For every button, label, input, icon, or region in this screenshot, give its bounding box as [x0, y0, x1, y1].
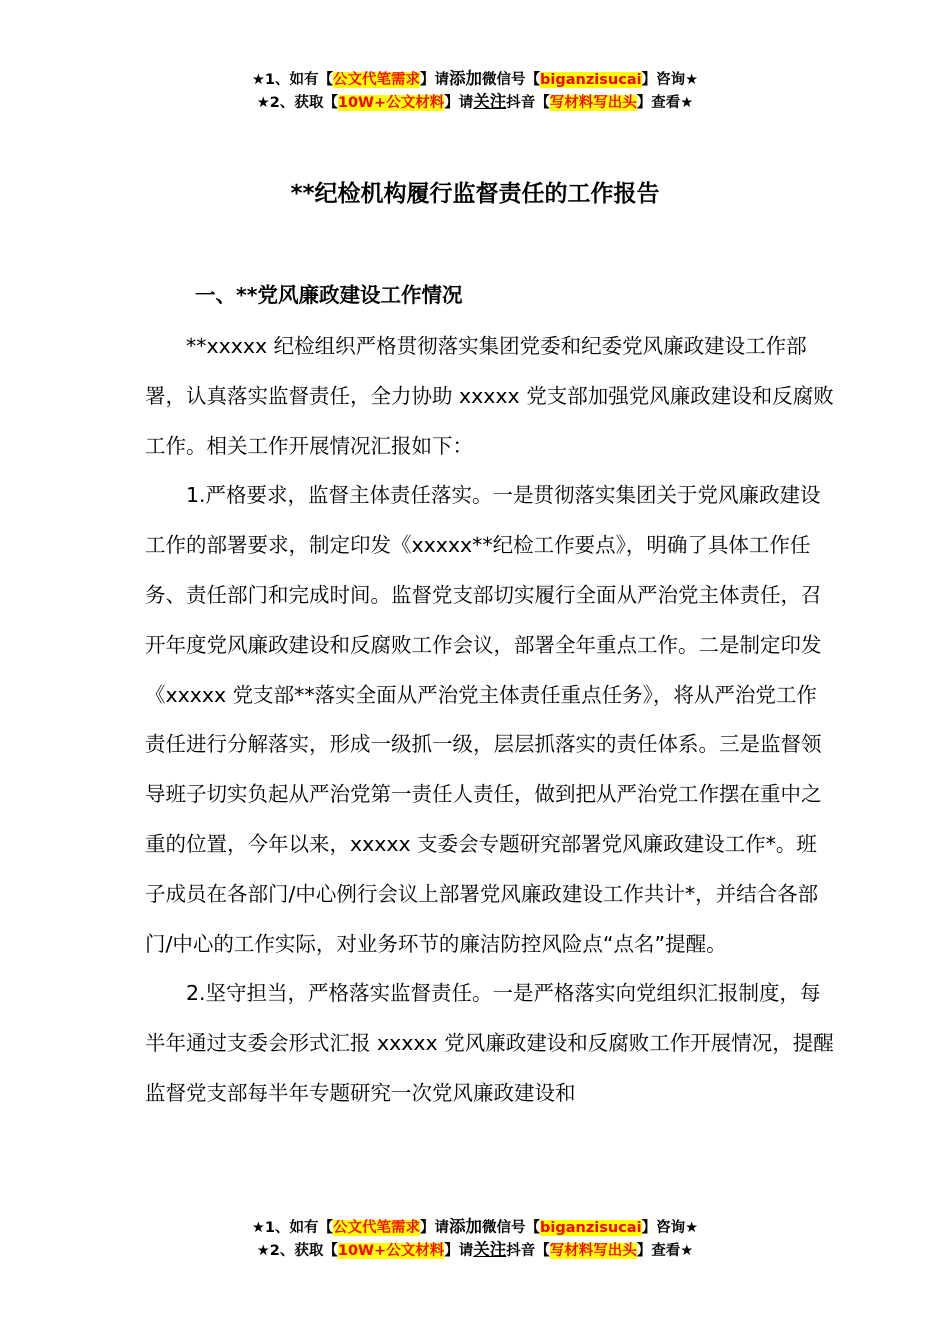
promo-banner-top — [0, 68, 950, 114]
promo-text: ★2、获取【 — [256, 95, 338, 111]
promo-highlight: 公文代笔需求 — [333, 72, 421, 88]
paragraph: 2.坚守担当，严格落实监督责任。一是严格落实向党组织汇报制度，每半年通过支委会形式汇报 xxxxx 党风廉政建设和反腐败工作开展情况，提醒监督党支部每半年专题研究一次党风廉政建设和 — [145, 981, 834, 1105]
promo-highlight: 写材料写出头 — [549, 95, 637, 111]
promo-text: ★1、如有【 — [251, 1220, 334, 1236]
promo-text: 】请 — [444, 1243, 474, 1259]
promo-line-1 — [0, 68, 950, 91]
promo-emphasis: 关注 — [473, 92, 507, 111]
promo-text: 微信号【 — [482, 1220, 541, 1236]
promo-emphasis: 添加 — [449, 1217, 483, 1236]
promo-highlight: 写材料写出头 — [549, 1243, 637, 1259]
promo-text: 】咨询★ — [641, 72, 699, 88]
promo-highlight: biganzisucai — [540, 72, 642, 88]
promo-text: 抖音【 — [506, 95, 550, 111]
promo-text: 】咨询★ — [641, 1220, 699, 1236]
promo-text: 】请 — [420, 72, 450, 88]
promo-highlight: biganzisucai — [540, 1220, 642, 1236]
promo-text: 】查看★ — [636, 95, 694, 111]
promo-highlight: 10W+公文材料 — [337, 1243, 445, 1259]
section-heading: 一、**党风廉政建设工作情况 — [195, 283, 463, 307]
promo-text: ★1、如有【 — [251, 72, 334, 88]
promo-emphasis: 关注 — [473, 1240, 507, 1259]
promo-line-2 — [0, 1239, 950, 1262]
promo-text: ★2、获取【 — [256, 1243, 338, 1259]
promo-text: 抖音【 — [506, 1243, 550, 1259]
paragraph: **xxxxx 纪检组织严格贯彻落实集团党委和纪委党风廉政建设工作部署，认真落实监督责任，全力协助 xxxxx 党支部加强党风廉政建设和反腐败工作。相关工作开展情况汇报如下： — [145, 334, 834, 458]
promo-text: 】查看★ — [636, 1243, 694, 1259]
paragraph: 1.严格要求，监督主体责任落实。一是贯彻落实集团关于党风廉政建设工作的部署要求，制定印发《xxxxx**纪检工作要点》，明确了具体工作任务、责任部门和完成时间。监督党支部切实履行全面从严治党主体责任，召开年度党风廉政建设和反腐败工作会议，部署全年重点工作。二是制定印发《xxxxx 党支部**落实全面从严治党主体责任重点任务》，将从严治党工作责任进行分解落实，形成一级抓一级，层层抓落实的责任体系。三是监督领导班子切实负起从严治党第一责任人责任，做到把从严治党工作摆在重中之重的位置，今年以来，xxxxx 支委会专题研究部署党风廉政建设工作*。班子成员在各部门/中心例行会议上部署党风廉政建设工作共计*，并结合各部门/中心的工作实际，对业务环节的廉洁防控风险点“点名”提醒。 — [145, 483, 822, 956]
promo-highlight: 公文代笔需求 — [333, 1220, 421, 1236]
promo-emphasis: 添加 — [449, 69, 483, 88]
promo-line-1 — [0, 1216, 950, 1239]
promo-banner-bottom — [0, 1216, 950, 1262]
promo-text: 】请 — [420, 1220, 450, 1236]
promo-line-2 — [0, 91, 950, 114]
document-title: **纪检机构履行监督责任的工作报告 — [290, 181, 660, 207]
promo-highlight: 10W+公文材料 — [337, 95, 445, 111]
promo-text: 微信号【 — [482, 72, 541, 88]
document-body — [145, 322, 835, 1119]
promo-text: 】请 — [444, 95, 474, 111]
